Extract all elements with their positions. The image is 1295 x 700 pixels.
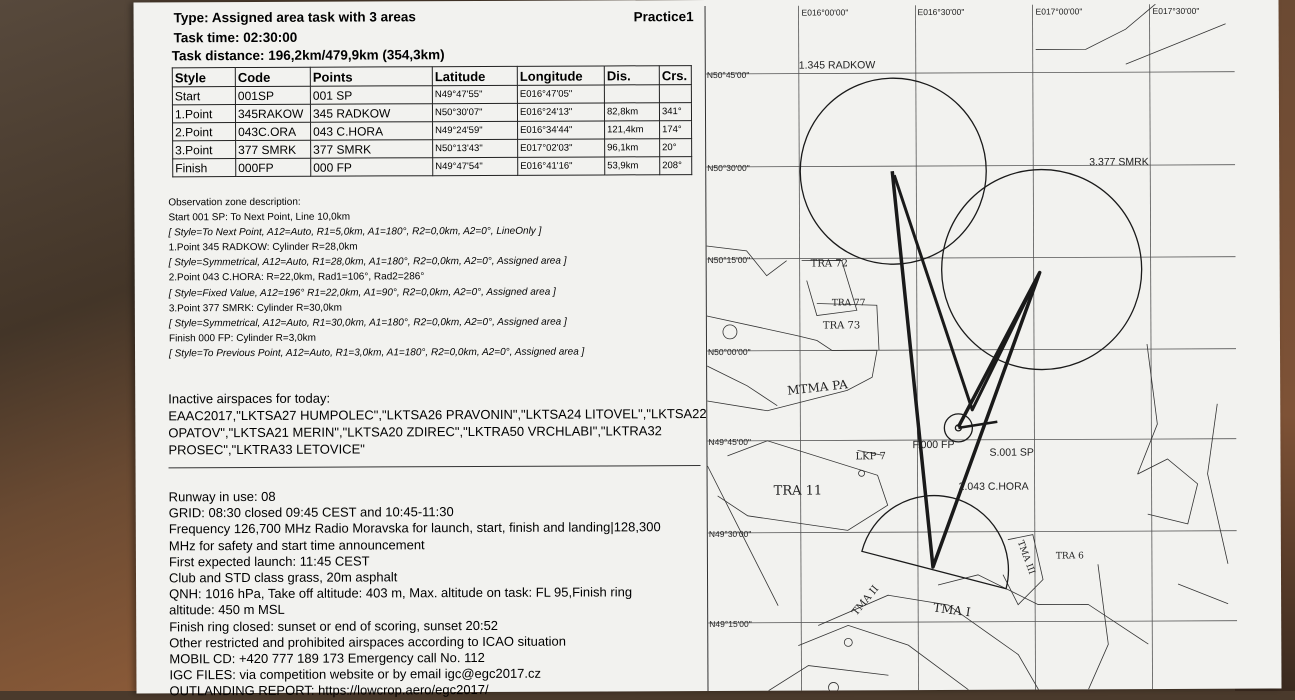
oz-line: [ Style=Fixed Value, A12=196° R1=22,0km, A1=90°, R2=0,0km, A2=0°, Assigned area ] xyxy=(168,286,556,299)
info-line: Runway in use: 08 xyxy=(168,488,276,505)
background-left xyxy=(0,0,150,691)
oz-line: Start 001 SP: To Next Point, Line 10,0km xyxy=(168,211,351,224)
handwritten-label: TRA 72 xyxy=(810,258,848,270)
col-distance: Dis. xyxy=(604,66,659,85)
latitude-label: N49°15'00" xyxy=(709,618,752,629)
cell: N50°13'43" xyxy=(433,139,518,157)
cell: N49°47'55" xyxy=(432,85,517,103)
runway-info xyxy=(169,487,710,700)
cell: N50°30'07" xyxy=(432,103,517,121)
longitude-label: E016°00'00" xyxy=(801,7,849,18)
cell: 000FP xyxy=(236,158,311,176)
inactive-line: EAAC2017,"LKTSA27 HUMPOLEC","LKTSA26 PRAVONIN","LKTSA24 LITOVEL","LKTSA22 xyxy=(168,406,707,424)
airspace-outline xyxy=(1137,344,1158,474)
cell: 3.Point xyxy=(173,141,236,159)
practice-label: Practice1 xyxy=(633,9,694,25)
airfield-symbol xyxy=(859,470,865,476)
cell: 53,9km xyxy=(605,157,660,175)
waypoint-label-chora: 2.043 C.HORA xyxy=(958,480,1029,493)
table-row xyxy=(173,139,692,159)
cell: 121,4km xyxy=(605,121,660,139)
cell: Start xyxy=(172,87,235,105)
table-row xyxy=(173,157,692,177)
cell: 208° xyxy=(660,157,692,175)
airspace-outline xyxy=(1126,24,1226,64)
waypoint-label-start: S.001 SP xyxy=(989,446,1034,459)
table-row xyxy=(172,103,691,123)
handwritten-label: TRA 73 xyxy=(822,320,861,332)
latitude-label: N50°00'00" xyxy=(708,346,751,357)
info-line: Frequency 126,700 MHz Radio Moravska for launch, start, finish and landing|128,300 xyxy=(168,519,661,537)
grid-line xyxy=(706,72,1235,74)
info-line: Finish ring closed: sunset or end of scoring, sunset 20:52 xyxy=(169,617,499,634)
handwritten-label: TMA III xyxy=(1014,539,1037,576)
cell: 043C.ORA xyxy=(236,122,311,140)
latitude-label: N50°45'00" xyxy=(706,69,750,81)
latitude-label: N49°45'00" xyxy=(708,436,751,447)
task-map xyxy=(705,4,1238,691)
info-line: Other restricted and prohibited airspaces according to ICAO situation xyxy=(169,633,567,651)
task-route-leg xyxy=(894,175,1037,411)
inactive-title: Inactive airspaces for today: xyxy=(168,390,331,407)
cell xyxy=(604,85,659,103)
col-course: Crs. xyxy=(659,66,691,85)
latitude-label: N49°30'00" xyxy=(708,528,752,539)
oz-line: Observation zone description: xyxy=(168,196,301,209)
airspace-outline xyxy=(1088,564,1109,689)
grid-line xyxy=(707,349,1236,351)
col-longitude: Longitude xyxy=(517,66,604,85)
airfield-symbol xyxy=(828,682,838,691)
info-line: Club and STD class grass, 20m asphalt xyxy=(168,569,398,586)
waypoint-label-radkow: 1.345 RADKOW xyxy=(798,59,876,72)
grid-line xyxy=(1150,4,1153,689)
cell: E016°41'16" xyxy=(518,157,605,175)
cell: 96,1km xyxy=(605,139,660,157)
task-route-leg xyxy=(958,422,997,428)
airspace-outline xyxy=(1137,459,1197,524)
waypoint-label-finish: F.000 FP xyxy=(912,438,955,452)
longitude-label: E017°00'00" xyxy=(1035,6,1083,17)
grid-line xyxy=(707,439,1236,441)
col-latitude: Latitude xyxy=(432,66,517,85)
cell: 001 SP xyxy=(310,86,432,105)
section-divider xyxy=(169,465,701,468)
inactive-airspaces xyxy=(168,388,708,458)
info-line: altitude: 450 m MSL xyxy=(169,602,285,618)
grid-line xyxy=(706,165,1235,167)
cell: E016°24'13" xyxy=(517,103,604,121)
col-code: Code xyxy=(235,67,310,86)
cell: 1.Point xyxy=(172,105,235,123)
cell: 043 C.HORA xyxy=(311,122,433,141)
handwritten-label: TMA II xyxy=(850,583,882,618)
info-line: IGC FILES: via competition website or by email igc@egc2017.cz xyxy=(169,665,542,683)
oz-line: 3.Point 377 SMRK: Cylinder R=30,0km xyxy=(168,302,342,315)
info-line: OUTLANDING REPORT: https://lowcrop.aero/egc2017/ xyxy=(169,682,489,699)
latitude-label: N50°30'00" xyxy=(707,162,750,173)
grid-line xyxy=(799,6,802,691)
handwritten-label: LKP 7 xyxy=(855,451,886,463)
grid-line xyxy=(707,257,1236,259)
cell: 377 SMRK xyxy=(311,140,433,159)
col-style: Style xyxy=(172,68,235,87)
task-distance: Task distance: 196,2km/479,9km (354,3km) xyxy=(171,47,445,64)
oz-line: 1.Point 345 RADKOW: Cylinder R=28,0km xyxy=(168,241,358,254)
cell: E017°02'03" xyxy=(518,139,605,157)
task-type: Type: Assigned area task with 3 areas xyxy=(173,9,416,26)
waypoint-label-smrk: 3.377 SMRK xyxy=(1089,156,1149,169)
oz-line: [ Style=Symmetrical, A12=Auto, R1=30,0km, A1=180°, R2=0,0km, A2=0°, Assigned area ] xyxy=(168,316,567,330)
cell: 377 SMRK xyxy=(236,140,311,158)
assigned-areas xyxy=(800,77,1143,589)
info-line: GRID: 08:30 closed 09:45 CEST and 10:45-11:30 xyxy=(168,504,454,521)
cell: 82,8km xyxy=(604,103,659,121)
info-line: QNH: 1016 hPa, Take off altitude: 403 m, Max. altitude on task: FL 95,Finish ring xyxy=(169,584,633,602)
task-time: Task time: 02:30:00 xyxy=(173,29,298,46)
handwritten-label: TRA 77 xyxy=(831,298,866,309)
handwritten-label: TRA 11 xyxy=(773,483,823,499)
cell: 001SP xyxy=(235,86,310,104)
oz-line: 2.Point 043 C.HORA: R=22,0km, Rad1=106°, Rad2=286° xyxy=(168,271,425,284)
info-line: MHz for safety and start time announcement xyxy=(168,536,425,553)
task-sheet xyxy=(133,0,1281,699)
latitude-label: N50°15'00" xyxy=(707,254,751,265)
cell: 345 RADKOW xyxy=(310,104,432,123)
info-line: MOBIL CD: +420 777 189 173 Emergency call No. 112 xyxy=(169,650,485,667)
cell: 20° xyxy=(660,139,692,157)
cell: 345RAKOW xyxy=(235,104,310,122)
info-line: First expected launch: 11:45 CEST xyxy=(168,553,370,570)
grid-line xyxy=(1033,5,1036,690)
airspace-outline xyxy=(1178,584,1228,604)
cell xyxy=(659,85,691,103)
cell: 2.Point xyxy=(173,123,236,141)
table-header-row xyxy=(172,66,691,87)
airfield-symbol xyxy=(844,638,852,646)
longitude-label: E016°30'00" xyxy=(917,6,965,18)
oz-line: [ Style=To Next Point, A12=Auto, R1=5,0km, A1=180°, R2=0,0km, A2=0°, LineOnly ] xyxy=(168,225,542,239)
inactive-line: OPATOV","LKTSA21 MERIN","LKTSA20 ZDIREC","LKTRA50 VRCHLABI","LKTRA32 xyxy=(168,423,662,441)
map-drawing xyxy=(706,4,1238,691)
oz-line: [ Style=Symmetrical, A12=Auto, R1=28,0km, A1=180°, R2=0,0km, A2=0°, Assigned area ] xyxy=(168,255,567,269)
route-lines xyxy=(892,171,1041,568)
airfield-symbol xyxy=(723,325,737,339)
table-row xyxy=(173,121,692,141)
cell: 341° xyxy=(659,103,691,121)
handwritten-label: TRA 6 xyxy=(1055,551,1084,562)
longitude-label: E017°30'00" xyxy=(1152,5,1200,17)
oz-line: Finish 000 FP: Cylinder R=3,0km xyxy=(168,332,317,345)
col-points: Points xyxy=(310,67,432,87)
chora-sector xyxy=(862,495,1009,589)
task-route-optimized xyxy=(892,171,1041,568)
airspace-outline xyxy=(1207,404,1228,564)
airspace-outline xyxy=(798,625,968,691)
cell: N49°24'59" xyxy=(433,121,518,139)
inactive-line: PROSEC","LKTRA33 LETOVICE" xyxy=(168,441,365,458)
grid-line xyxy=(708,531,1237,533)
table-row xyxy=(172,85,691,105)
cell: E016°34'44" xyxy=(518,121,605,139)
cell: E016°47'05" xyxy=(517,85,604,103)
grid-line xyxy=(916,5,919,690)
handwritten-label: MTMA PA xyxy=(786,377,849,398)
handwritten-label: TMA I xyxy=(932,600,972,620)
cell: 174° xyxy=(660,121,692,139)
cell: 000 FP xyxy=(311,158,433,177)
oz-line: [ Style=To Previous Point, A12=Auto, R1=3,0km, A1=180°, R2=0,0km, A2=0°, Assigned area ] xyxy=(169,346,585,360)
cell: N49°47'54" xyxy=(433,157,518,175)
observation-zone-description xyxy=(168,193,689,361)
cell: Finish xyxy=(173,159,236,177)
airspace-outline xyxy=(707,366,777,406)
smrk-cylinder xyxy=(941,169,1142,370)
task-table xyxy=(172,65,692,177)
